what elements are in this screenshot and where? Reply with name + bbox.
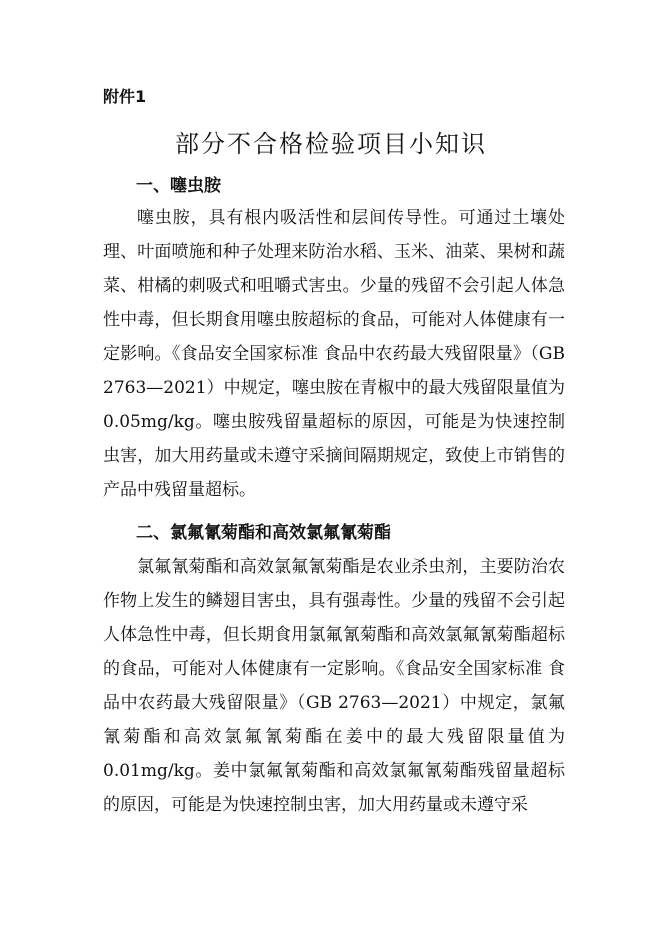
section-heading-2: 二、氯氟氰菊酯和高效氯氟氰菊酯 — [136, 523, 391, 543]
section-paragraph-2: 氯氟氰菊酯和高效氯氟氰菊酯是农业杀虫剂，主要防治农作物上发生的鳞翅目害虫，具有强毒性。少量的残留不会引起人体急性中毒，但长期食用氯氟氰菊酯和高效氯氟氰菊酯超标的食品，可能对人体健康有一定影响。《食品安全国家标准 食品中农药最大残留限量》（GB 2763—2021）中规定，氯氟氰菊酯和高效氯氟氰菊酯在姜中的最大残留限量值为0.01mg/kg。姜中氯氟氰菊酯和高效氯氟氰菊酯残留量超标的原因，可能是为快速控制虫害，加大用药量或未遵守采 — [103, 557, 565, 815]
attachment-label: 附件1 — [103, 87, 147, 106]
section-paragraph-1: 噻虫胺，具有根内吸活性和层间传导性。可通过土壤处理、叶面喷施和种子处理来防治水稻、玉米、油菜、果树和蔬菜、柑橘的刺吸式和咀嚼式害虫。少量的残留不会引起人体急性中毒，但长期食用噻虫胺超标的食品，可能对人体健康有一定影响。《食品安全国家标准 食品中农药最大残留限量》（GB 2763—2021）中规定，噻虫胺在青椒中的最大残留限量值为0.05mg/kg。噻虫胺残留量超标的原因，可能是为快速控制虫害，加大用药量或未遵守采摘间隔期规定，致使上市销售的产品中残留量超标。 — [103, 208, 565, 500]
section-heading-1: 一、噻虫胺 — [136, 176, 221, 196]
document-title: 部分不合格检验项目小知识 — [175, 130, 487, 158]
